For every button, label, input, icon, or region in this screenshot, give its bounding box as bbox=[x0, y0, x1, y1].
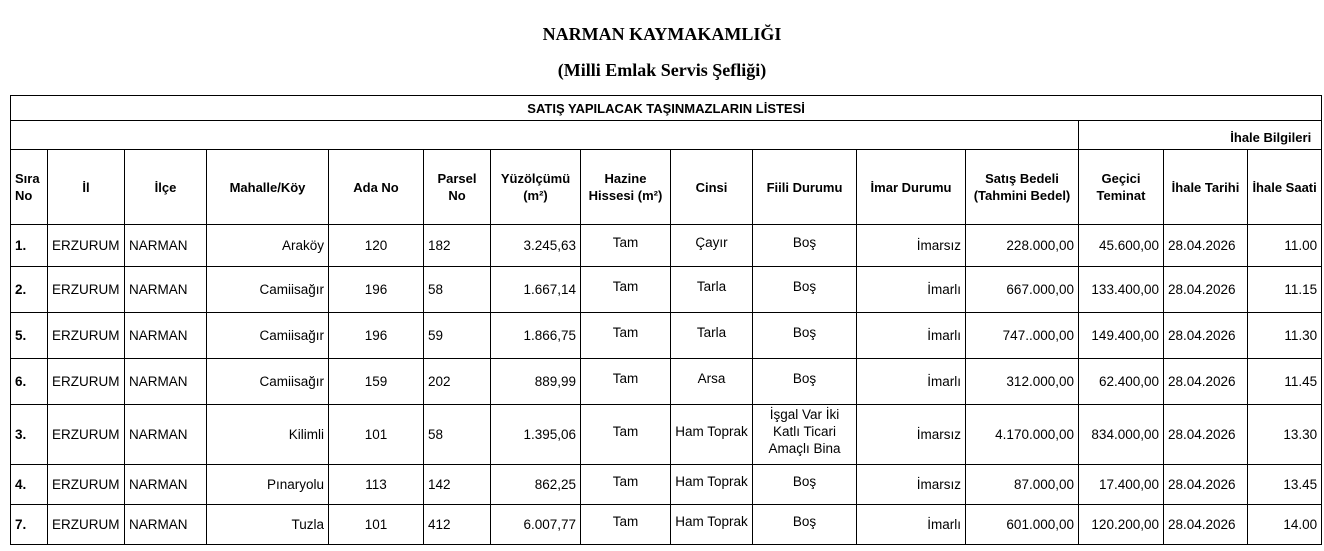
cell-ilce: NARMAN bbox=[125, 359, 207, 405]
ihale-bilgileri-label: İhale Bilgileri bbox=[1079, 121, 1322, 150]
cell-il: ERZURUM bbox=[48, 267, 125, 313]
cell-bedel: 667.000,00 bbox=[966, 267, 1079, 313]
cell-sira: 2. bbox=[11, 267, 48, 313]
cell-teminat: 45.600,00 bbox=[1079, 225, 1164, 267]
cell-cinsi: Arsa bbox=[671, 356, 753, 402]
cell-ada: 159 bbox=[329, 359, 424, 405]
col-header-sira: Sıra No bbox=[11, 150, 48, 225]
cell-il: ERZURUM bbox=[48, 505, 125, 545]
cell-tarih: 28.04.2026 bbox=[1164, 359, 1248, 405]
cell-mahalle: Camiisağır bbox=[207, 267, 329, 313]
cell-fiili: İşgal Var İki Katlı Ticari Amaçlı Bina bbox=[753, 402, 857, 462]
col-header-yuzolcumu: Yüzölçümü (m²) bbox=[491, 150, 581, 225]
cell-parsel: 142 bbox=[424, 465, 491, 505]
cell-cinsi: Çayır bbox=[671, 222, 753, 264]
cell-fiili: Boş bbox=[753, 222, 857, 264]
cell-yuzolcumu: 1.667,14 bbox=[491, 267, 581, 313]
cell-imar: İmarlı bbox=[857, 267, 966, 313]
col-header-cinsi: Cinsi bbox=[671, 150, 753, 225]
cell-parsel: 58 bbox=[424, 267, 491, 313]
cell-hisse: Tam bbox=[581, 502, 671, 542]
cell-ilce: NARMAN bbox=[125, 405, 207, 465]
cell-ilce: NARMAN bbox=[125, 465, 207, 505]
col-header-il: İl bbox=[48, 150, 125, 225]
cell-ada: 196 bbox=[329, 313, 424, 359]
cell-ada: 120 bbox=[329, 225, 424, 267]
cell-tarih: 28.04.2026 bbox=[1164, 465, 1248, 505]
cell-imar: İmarlı bbox=[857, 505, 966, 545]
cell-il: ERZURUM bbox=[48, 465, 125, 505]
cell-tarih: 28.04.2026 bbox=[1164, 505, 1248, 545]
cell-saat: 11.00 bbox=[1248, 225, 1322, 267]
cell-mahalle: Kilimli bbox=[207, 405, 329, 465]
cell-parsel: 182 bbox=[424, 225, 491, 267]
cell-cinsi: Tarla bbox=[671, 264, 753, 310]
cell-cinsi: Ham Toprak bbox=[671, 502, 753, 542]
cell-ilce: NARMAN bbox=[125, 267, 207, 313]
cell-tarih: 28.04.2026 bbox=[1164, 313, 1248, 359]
cell-mahalle: Camiisağır bbox=[207, 313, 329, 359]
cell-saat: 14.00 bbox=[1248, 505, 1322, 545]
cell-imar: İmarsız bbox=[857, 405, 966, 465]
col-header-bedel: Satış Bedeli (Tahmini Bedel) bbox=[966, 150, 1079, 225]
cell-parsel: 59 bbox=[424, 313, 491, 359]
col-header-imar: İmar Durumu bbox=[857, 150, 966, 225]
cell-fiili: Boş bbox=[753, 462, 857, 502]
cell-ada: 101 bbox=[329, 405, 424, 465]
cell-hisse: Tam bbox=[581, 356, 671, 402]
cell-imar: İmarsız bbox=[857, 465, 966, 505]
col-header-teminat: Geçici Teminat bbox=[1079, 150, 1164, 225]
cell-saat: 11.45 bbox=[1248, 359, 1322, 405]
cell-mahalle: Araköy bbox=[207, 225, 329, 267]
cell-ada: 101 bbox=[329, 505, 424, 545]
table-caption-row bbox=[11, 96, 1322, 121]
col-header-fiili: Fiili Durumu bbox=[753, 150, 857, 225]
cell-fiili: Boş bbox=[753, 502, 857, 542]
cell-sira: 1. bbox=[11, 225, 48, 267]
col-header-tarih: İhale Tarihi bbox=[1164, 150, 1248, 225]
cell-hisse: Tam bbox=[581, 310, 671, 356]
cell-bedel: 87.000,00 bbox=[966, 465, 1079, 505]
cell-hisse: Tam bbox=[581, 402, 671, 462]
cell-fiili: Boş bbox=[753, 356, 857, 402]
cell-sira: 4. bbox=[11, 465, 48, 505]
col-header-ada: Ada No bbox=[329, 150, 424, 225]
cell-sira: 3. bbox=[11, 405, 48, 465]
cell-yuzolcumu: 889,99 bbox=[491, 359, 581, 405]
table-caption: SATIŞ YAPILACAK TAŞINMAZLARIN LİSTESİ bbox=[11, 96, 1322, 121]
cell-yuzolcumu: 3.245,63 bbox=[491, 225, 581, 267]
cell-fiili: Boş bbox=[753, 310, 857, 356]
cell-teminat: 17.400,00 bbox=[1079, 465, 1164, 505]
cell-fiili: Boş bbox=[753, 264, 857, 310]
cell-ada: 113 bbox=[329, 465, 424, 505]
cell-bedel: 747..000,00 bbox=[966, 313, 1079, 359]
table-row bbox=[11, 313, 1322, 359]
cell-hisse: Tam bbox=[581, 264, 671, 310]
col-header-saat: İhale Saati bbox=[1248, 150, 1322, 225]
cell-parsel: 202 bbox=[424, 359, 491, 405]
cell-cinsi: Tarla bbox=[671, 310, 753, 356]
cell-tarih: 28.04.2026 bbox=[1164, 405, 1248, 465]
cell-imar: İmarlı bbox=[857, 359, 966, 405]
cell-teminat: 133.400,00 bbox=[1079, 267, 1164, 313]
cell-bedel: 4.170.000,00 bbox=[966, 405, 1079, 465]
cell-yuzolcumu: 1.866,75 bbox=[491, 313, 581, 359]
cell-mahalle: Pınaryolu bbox=[207, 465, 329, 505]
cell-teminat: 120.200,00 bbox=[1079, 505, 1164, 545]
cell-il: ERZURUM bbox=[48, 225, 125, 267]
table-row bbox=[11, 465, 1322, 505]
table-row bbox=[11, 359, 1322, 405]
group-header-spacer bbox=[11, 121, 1079, 150]
cell-bedel: 601.000,00 bbox=[966, 505, 1079, 545]
cell-ilce: NARMAN bbox=[125, 505, 207, 545]
cell-parsel: 58 bbox=[424, 405, 491, 465]
cell-sira: 7. bbox=[11, 505, 48, 545]
property-sale-table bbox=[10, 95, 1322, 545]
cell-cinsi: Ham Toprak bbox=[671, 402, 753, 462]
cell-teminat: 834.000,00 bbox=[1079, 405, 1164, 465]
column-header-row bbox=[11, 150, 1322, 225]
cell-ilce: NARMAN bbox=[125, 313, 207, 359]
page-subtitle: (Milli Emlak Servis Şefliği) bbox=[557, 60, 767, 80]
cell-cinsi: Ham Toprak bbox=[671, 462, 753, 502]
cell-il: ERZURUM bbox=[48, 313, 125, 359]
cell-tarih: 28.04.2026 bbox=[1164, 225, 1248, 267]
cell-mahalle: Tuzla bbox=[207, 505, 329, 545]
cell-saat: 13.45 bbox=[1248, 465, 1322, 505]
page-title: NARMAN KAYMAKAMLIĞI bbox=[542, 24, 782, 44]
cell-teminat: 149.400,00 bbox=[1079, 313, 1164, 359]
cell-sira: 5. bbox=[11, 313, 48, 359]
cell-parsel: 412 bbox=[424, 505, 491, 545]
cell-bedel: 228.000,00 bbox=[966, 225, 1079, 267]
cell-teminat: 62.400,00 bbox=[1079, 359, 1164, 405]
cell-yuzolcumu: 862,25 bbox=[491, 465, 581, 505]
cell-ilce: NARMAN bbox=[125, 225, 207, 267]
cell-imar: İmarsız bbox=[857, 225, 966, 267]
cell-yuzolcumu: 6.007,77 bbox=[491, 505, 581, 545]
cell-saat: 11.15 bbox=[1248, 267, 1322, 313]
table-row bbox=[11, 225, 1322, 267]
cell-bedel: 312.000,00 bbox=[966, 359, 1079, 405]
cell-tarih: 28.04.2026 bbox=[1164, 267, 1248, 313]
table-row bbox=[11, 405, 1322, 465]
cell-saat: 11.30 bbox=[1248, 313, 1322, 359]
col-header-hisse: Hazine Hissesi (m²) bbox=[581, 150, 671, 225]
table-row bbox=[11, 505, 1322, 545]
table-row bbox=[11, 267, 1322, 313]
col-header-ilce: İlçe bbox=[125, 150, 207, 225]
cell-sira: 6. bbox=[11, 359, 48, 405]
cell-ada: 196 bbox=[329, 267, 424, 313]
cell-hisse: Tam bbox=[581, 222, 671, 264]
cell-mahalle: Camiisağır bbox=[207, 359, 329, 405]
group-header-row bbox=[11, 121, 1322, 150]
cell-hisse: Tam bbox=[581, 462, 671, 502]
col-header-mahalle: Mahalle/Köy bbox=[207, 150, 329, 225]
col-header-parsel: Parsel No bbox=[424, 150, 491, 225]
cell-il: ERZURUM bbox=[48, 405, 125, 465]
cell-yuzolcumu: 1.395,06 bbox=[491, 405, 581, 465]
cell-saat: 13.30 bbox=[1248, 405, 1322, 465]
cell-imar: İmarlı bbox=[857, 313, 966, 359]
cell-il: ERZURUM bbox=[48, 359, 125, 405]
